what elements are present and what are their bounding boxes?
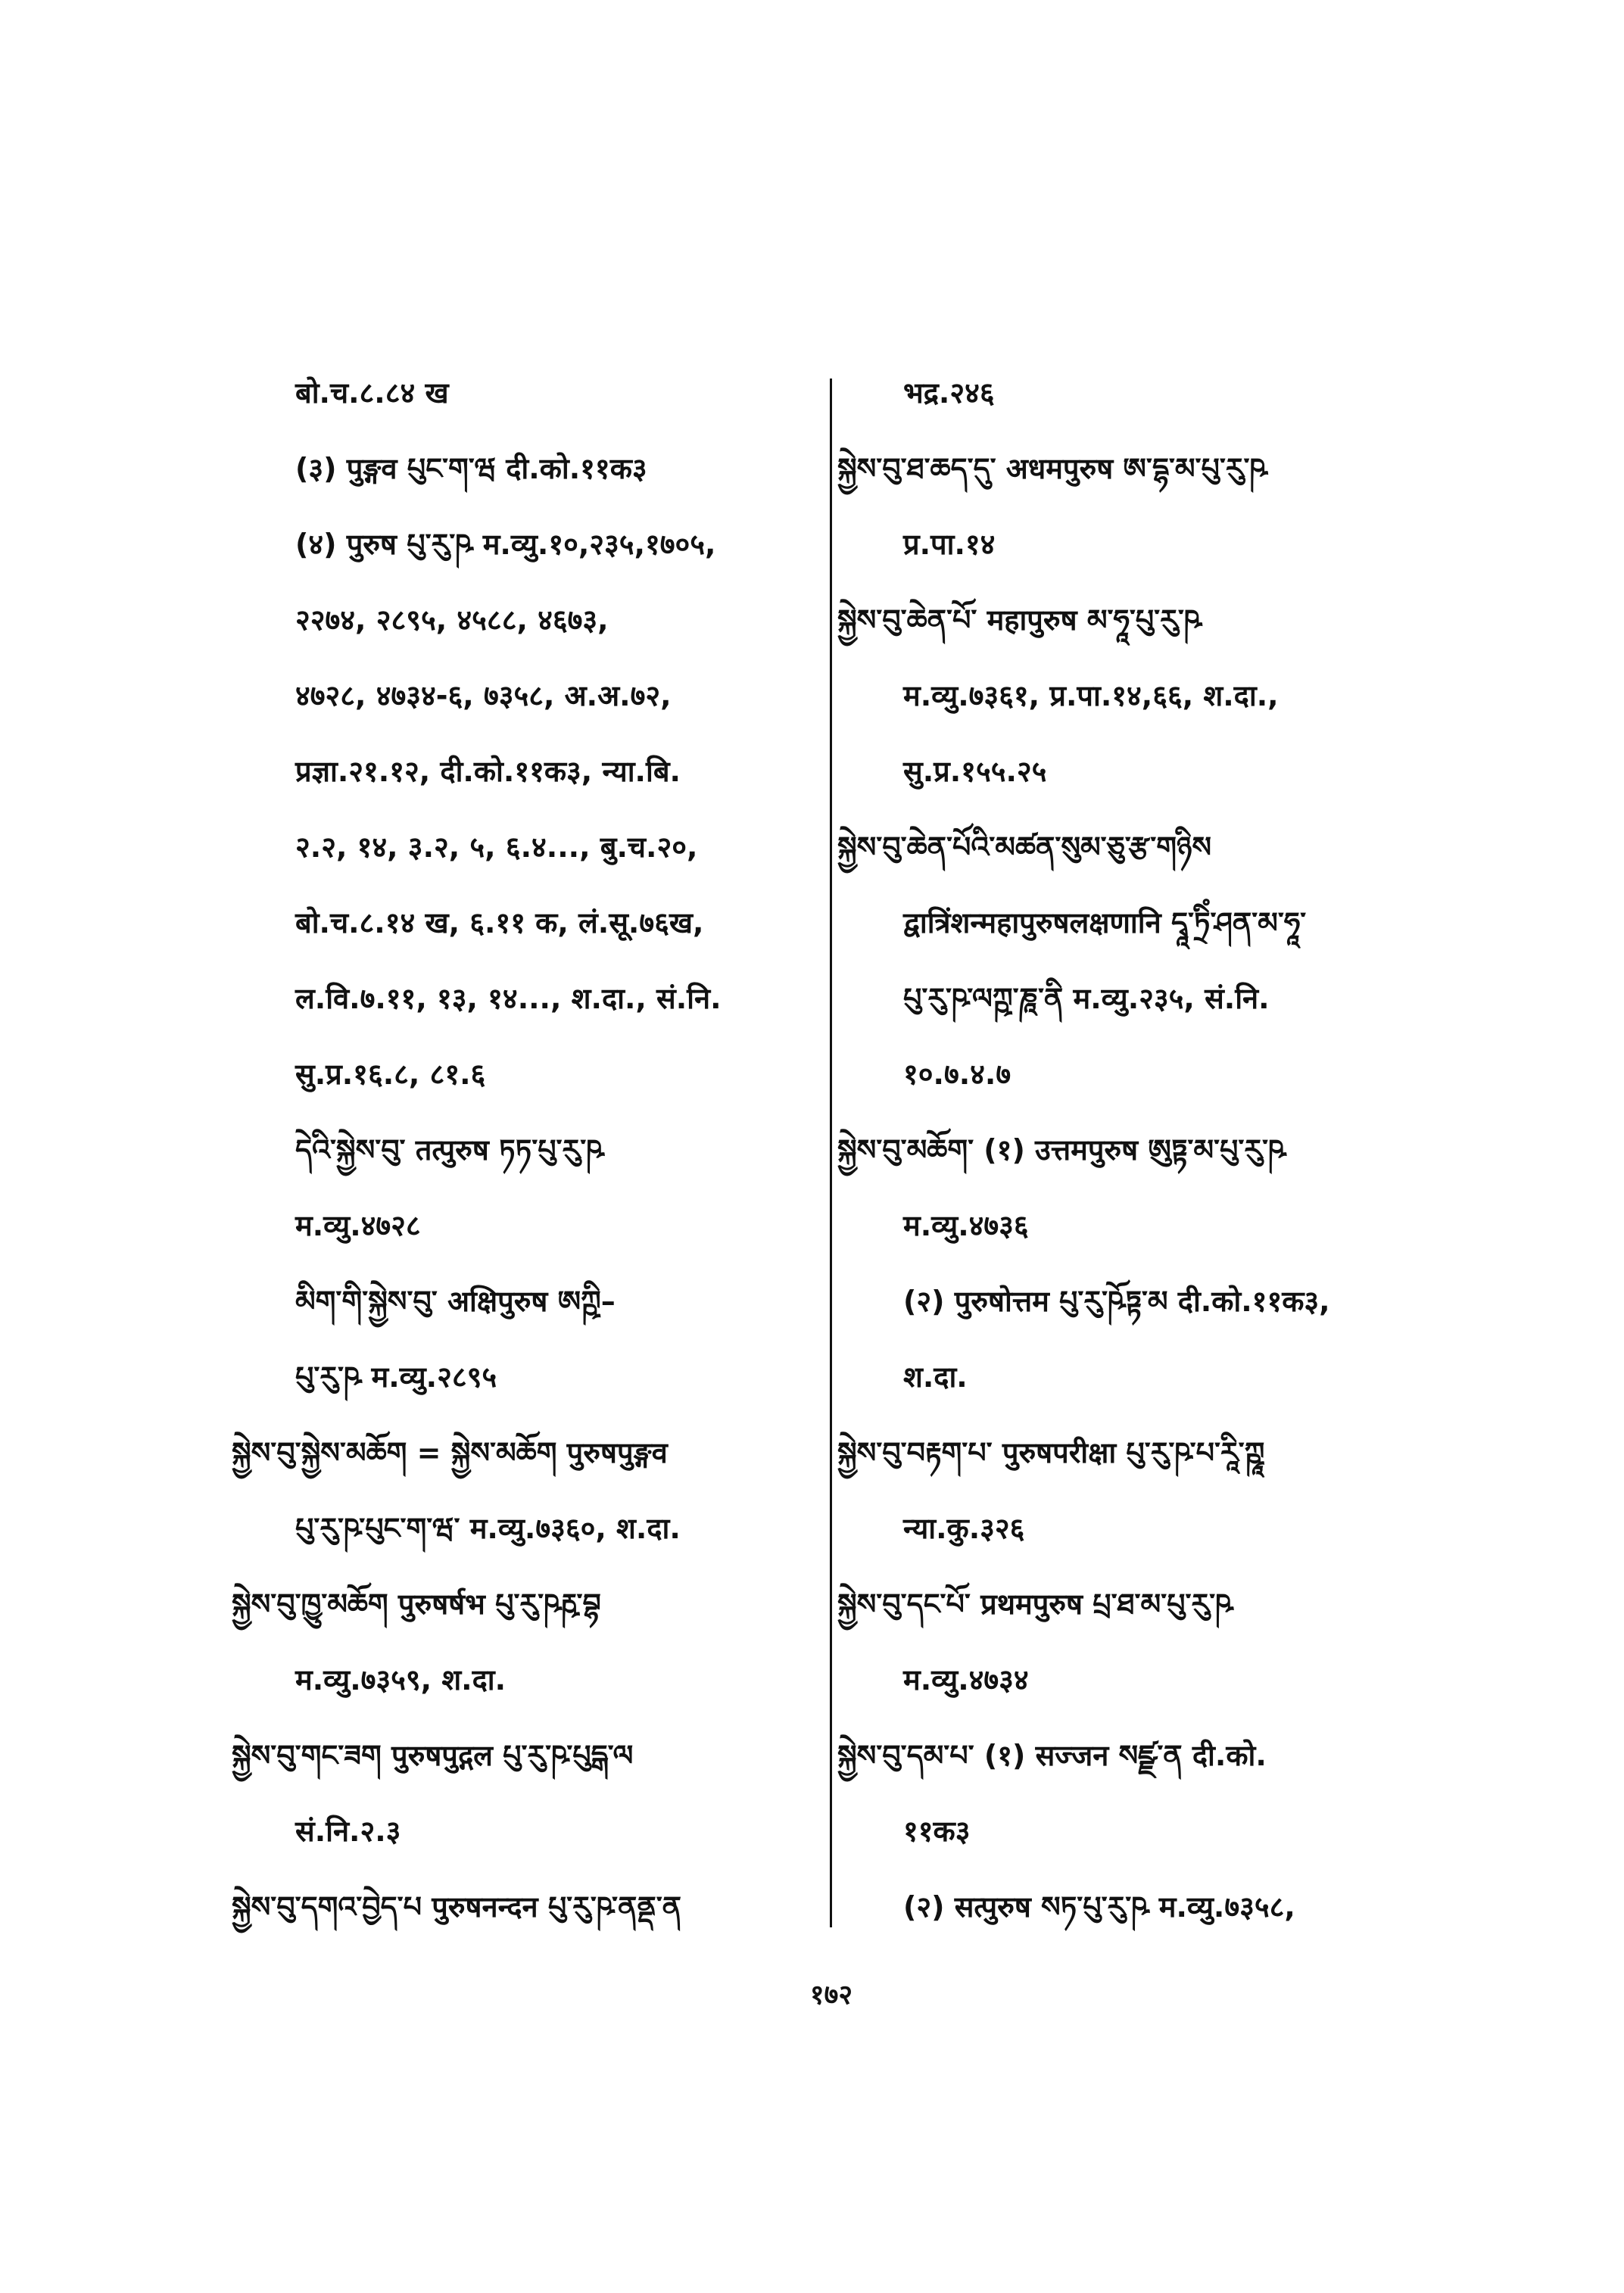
entry-headword-line: སྐྱེས་བུ་ཆེན་པོའི་མཚན་སུམ་ཅུ་རྩ་གཉིས [837,830,1211,864]
entry-headword-line: མིག་གི་སྐྱེས་བུ་ अक्षिपुरुष ཨཀྵི– [295,1285,616,1318]
entry-line: म.व्यु.४७२८ [295,1209,421,1242]
entry-line: न्या.कु.३२६ [903,1512,1025,1545]
entry-headword-line: དེའི་སྐྱེས་བུ་ तत्पुरुष ཏཏ་པུ་རུ་ཥ [295,1133,604,1167]
entry-headword-line: སྐྱེས་བུ་སྐྱེས་མཆོག = སྐྱེས་མཆོག पुरुषपुङ्गव [232,1436,668,1469]
entry-line: सु.प्र.१५५.२५ [903,755,1047,788]
entry-line: ४७२८, ४७३४-६, ७३५८, अ.अ.७२, [295,679,672,712]
entry-line: प्रज्ञा.२१.१२, दी.को.११क३, न्या.बि. [295,755,681,788]
entry-line: सु.प्र.१६.८, ८१.६ [295,1058,486,1091]
entry-line: म.व्यु.४७३४ [903,1663,1029,1696]
entry-headword-line: སྐྱེས་བུ་གང་ཟག पुरुषपुद्गल པུ་རུ་ཥ་པུདྒ་ལ [232,1739,634,1772]
entry-headword-line: སྐྱེས་བུ་ཐ་ཆད་དུ་ अधमपुरुष ཨ་དྷ་མ་པུ་རུ་ཥ [837,452,1267,485]
entry-line: म.व्यु.७३५९, श.दा. [295,1663,507,1696]
entry-headword-line: སྐྱེས་བུ་བརྟག་པ་ पुरुषपरीक्षा པུ་རུ་ཥ་པ་རཱི་ཀྵཱ [837,1436,1265,1469]
entry-headword-line: སྐྱེས་བུ་དམ་པ་ (१) सज्जन སཛྫ་ན दी.को. [837,1739,1267,1772]
entry-line: པུ་རུ་ཥ म.व्यु.२८९५ [295,1360,497,1394]
entry-line: म.व्यु.७३६१, प्र.पा.१४,६६, श.दा., [903,679,1279,712]
entry-headword-line: སྐྱེས་བུ་མཆོག་ (१) उत्तमपुरुष ཨུཏྟ་མ་པུ་རུ་ཥ [837,1133,1286,1167]
entry-line: (२) पुरुषोत्तम པུ་རུ་ཥོཏྟ་མ दी.को.११क३, [903,1285,1330,1318]
entry-headword-line: སྐྱེས་བུ་དགའ་བྱེད་པ पुरुषनन्दन པུ་རུ་ཥ་ནནྡ་ན [232,1890,682,1924]
entry-headword-line: སྐྱེས་བུ་དང་པོ་ प्रथमपुरुष པྲ་ཐ་མ་པུ་རུ་ཥ [837,1587,1233,1621]
entry-line: ११क३ [903,1815,971,1848]
entry-line: པུ་རུ་ཥ་པུང་ག་ཝ་ म.व्यु.७३६०, श.दा. [295,1512,681,1545]
entry-line: १०.७.४.७ [903,1058,1011,1091]
entry-line: (२) सत्पुरुष སཏ་པུ་རུ་ཥ म.व्यु.७३५८, [903,1890,1295,1924]
page-number: १७२ [809,1980,853,2011]
entry-line: सं.नि.२.३ [295,1815,401,1848]
entry-line: (४) पुरुष པུ་རུ་ཥ म.व्यु.१०,२३५,१७०५, [295,528,716,561]
entry-line: २.२, १४, ३.२, ५, ६.४..., बु.च.२०, [295,830,698,864]
entry-line: པུ་རུ་ཥ་ལཀྵ་ཎཱ་ནི म.व्यु.२३५, सं.नि. [903,982,1270,1015]
entry-line: प्र.पा.१४ [903,528,996,561]
entry-line: २२७४, २८९५, ४५८८, ४६७३, [295,603,609,637]
entry-line: (३) पुङ्गव པུང་ག་ཝ दी.को.११क३ [295,452,647,485]
right-column [837,355,1519,1945]
column-divider [830,379,832,1927]
entry-line: बो.च.८.८४ ख [295,376,449,410]
entry-headword-line: སྐྱེས་བུ་ཆེན་པོ་ महापुरुष མ་ཧཱ་པུ་རུ་ཥ [837,603,1202,637]
entry-line: बो.च.८.१४ ख, ६.११ क, लं.सू.७६ख, [295,906,704,939]
entry-line: म.व्यु.४७३६ [903,1209,1029,1242]
entry-headword-line: སྐྱེས་བུ་ཁྱུ་མཆོག पुरुषर्षभ པུ་རུ་ཥརྵ་བྷ [232,1587,601,1621]
entry-line: भद्र.२४६ [903,376,995,410]
entry-line: श.दा. [903,1360,968,1394]
left-column [232,355,827,1945]
entry-line: ल.वि.७.११, १३, १४..., श.दा., सं.नि. [295,982,722,1015]
entry-line: द्वात्रिंशन्महापुरुषलक्षणानि དྭཱ་ཏྲིཾ་ཤན་མ་ཧཱ་ [903,906,1307,939]
